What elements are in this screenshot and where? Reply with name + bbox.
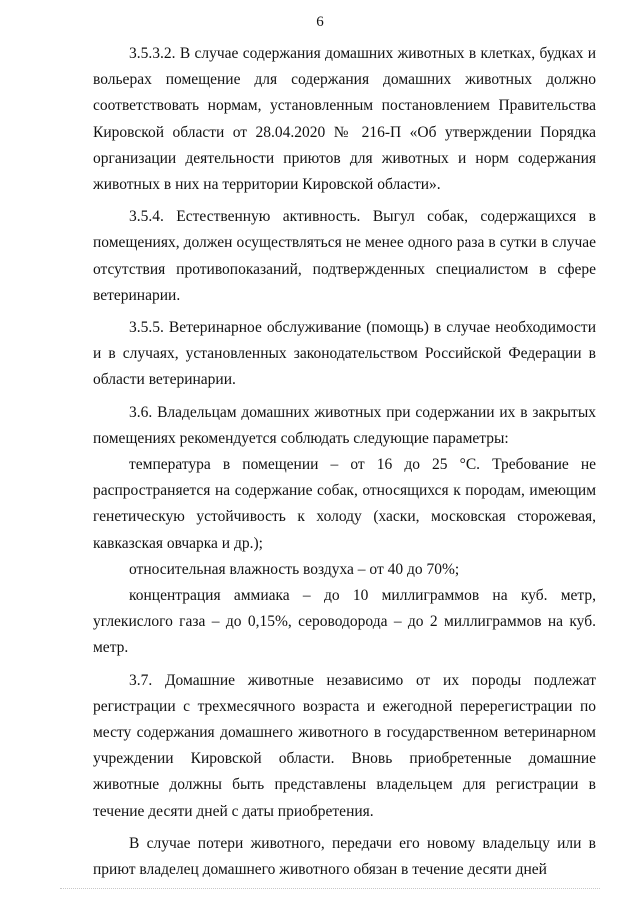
paragraph-3-6: 3.6. Владельцам домашних животных при содержании их в закрытых помещениях рекомендуется соблюдать следующие параметры: (93, 403, 596, 447)
paragraph-loss-of-animal: В случае потери животного, передачи его новому владельцу или в приют владелец домашнего животного обязан в течение десяти дней (93, 834, 596, 879)
paragraph-3-5-4: 3.5.4. Естественную активность. Выгул собак, содержащихся в помещениях, должен осуществляться не менее одного раза в сутки в случае отсутствия противопоказаний, подтвержденных специалистом в сфере ветеринарии. (93, 208, 596, 304)
paragraph-gas-concentration: концентрация аммиака – до 10 миллиграммов на куб. метр, углекислого газа – до 0,15%, сероводорода – до 2 миллиграммов на куб. метр. (93, 587, 596, 657)
paragraph-3-5-3-2: 3.5.3.2. В случае содержания домашних животных в клетках, будках и вольерах помещение для содержания домашних животных должно соответствовать нормам, установленным постановлением Правительства Кировской области от 28.04.2020 № 216-П «Об утверждении Порядка организации деятельности приютов для животных и норм содержания животных в них на территории Кировской области». (93, 45, 596, 194)
scan-artifact-line (60, 888, 600, 890)
document-body (93, 41, 596, 883)
page-number: 6 (316, 14, 324, 30)
paragraph-3-7: 3.7. Домашние животные независимо от их породы подлежат регистрации с трехмесячного возраста и ежегодной перерегистрации по месту содержания домашнего животного в государственном ветеринарном учреждении Кировской области. Вновь приобретенные домашние животные должны быть представлены владельцем для регистрации в течение десяти дней с даты приобретения. (93, 671, 596, 820)
paragraph-temperature: температура в помещении – от 16 до 25 °С. Требование не распространяется на содержание собак, относящихся к породам, имеющим генетическую устойчивость к холоду (хаски, московская сторожевая, кавказская овчарка и др.); (93, 456, 596, 552)
paragraph-humidity: относительная влажность воздуха – от 40 до 70%; (129, 560, 460, 578)
paragraph-3-5-5: 3.5.5. Ветеринарное обслуживание (помощь) в случае необходимости и в случаях, установленных законодательством Российской Федерации в области ветеринарии. (93, 319, 596, 389)
